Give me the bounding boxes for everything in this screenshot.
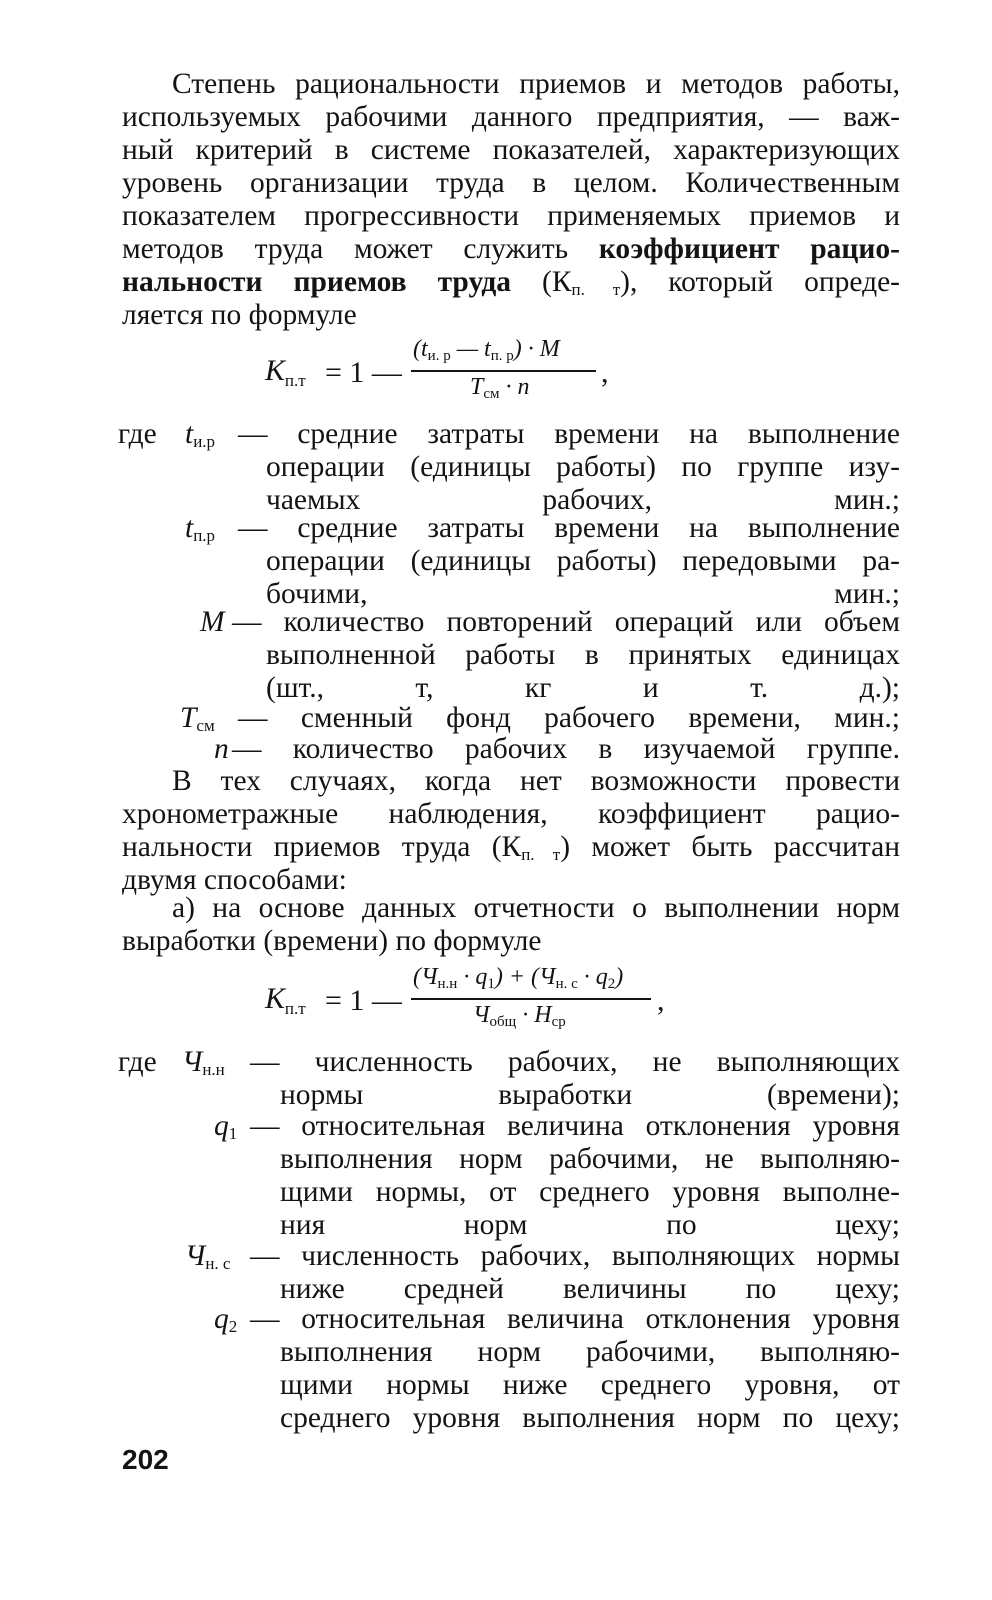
formula-1-lhs: $К_{п.т}$ bbox=[265, 354, 306, 390]
formula-1-fraction-bar bbox=[411, 370, 596, 372]
formula-1 bbox=[265, 334, 625, 404]
def-ch-ns-line-1: — численность рабочих, выполняющих нормы bbox=[250, 1240, 900, 1272]
def-t-sm-line-1: — сменный фонд рабочего времени, мин.; bbox=[238, 702, 900, 734]
def-t-pr-line-2: операции (единицы работы) передовыми ра- bbox=[266, 545, 900, 577]
def-ch-nn-line-1: — численность рабочих, не выполняющих bbox=[250, 1046, 900, 1078]
paragraph-2-line-3: нальности приемов труда (Кп. т) может быть рассчитан bbox=[122, 831, 901, 864]
formula-2-fraction-bar bbox=[411, 998, 651, 1000]
formula-1-denominator: $T_{см} \cdot n$ bbox=[470, 374, 530, 402]
def-q1-line-1: — относительная величина отклонения уровня bbox=[250, 1110, 900, 1142]
def-t-ir-line-3: чаемых рабочих, мин.; bbox=[266, 484, 900, 516]
def-q2-line-3: щими нормы ниже среднего уровня, от bbox=[280, 1369, 900, 1401]
paragraph-1-line-5: показателем прогрессивности применяемых приемов и bbox=[122, 200, 900, 232]
def-symbol-ch-nn: $Ч_{н.н}$ bbox=[182, 1046, 225, 1079]
symbol-k-pt: (Кп. т bbox=[542, 266, 621, 299]
def-symbol-q2: $q_2$ bbox=[214, 1303, 238, 1336]
paragraph-2-line-4: двумя способами: bbox=[122, 864, 347, 896]
formula-2-lhs: $К_{п.т}$ bbox=[265, 982, 306, 1018]
def-q1-line-2: выполнения норм рабочими, не выполняю- bbox=[280, 1143, 900, 1175]
item-a-line-2: выработки (времени) по формуле bbox=[122, 925, 542, 957]
formula-2-numerator: $(Ч_{н.н} \cdot q_1) + (Ч_{н. с} \cdot q_2)$ bbox=[413, 964, 624, 992]
formula-2-one-minus: = 1 — bbox=[325, 984, 402, 1017]
def-t-pr-line-1: — средние затраты времени на выполнение bbox=[238, 512, 900, 544]
item-a-line-1: а) на основе данных отчетности о выполнении норм bbox=[172, 892, 900, 924]
def-symbol-t-sm: $T_{см}$ bbox=[180, 702, 215, 735]
formula-2 bbox=[265, 962, 675, 1034]
def-symbol-m: M bbox=[200, 606, 225, 638]
paragraph-1-line-7: нальности приемов труда (Кп. т), который опреде- bbox=[122, 266, 900, 299]
formula-1-one-minus: = 1 — bbox=[325, 356, 402, 389]
paragraph-1-line-8: ляется по формуле bbox=[122, 299, 357, 331]
page-number: 202 bbox=[122, 1444, 169, 1475]
paragraph-2-line-1: В тех случаях, когда нет возможности провести bbox=[172, 765, 900, 797]
def-t-ir-line-1: — средние затраты времени на выполнение bbox=[238, 418, 900, 450]
term-bold: коэффициент рацио- bbox=[598, 233, 900, 265]
def-ch-ns-line-2: ниже средней величины по цеху; bbox=[280, 1273, 900, 1305]
def-m-line-2: выполненной работы в принятых единицах bbox=[266, 639, 900, 671]
def-t-pr-line-3: бочими, мин.; bbox=[266, 578, 900, 610]
def-symbol-q1: $q_1$ bbox=[214, 1110, 238, 1143]
formula-2-denominator: $Ч_{общ} \cdot Н_{ср}$ bbox=[473, 1002, 566, 1030]
term-bold-cont: нальности приемов труда bbox=[122, 266, 512, 298]
def-symbol-ch-ns: $Ч_{н. с}$ bbox=[185, 1240, 231, 1273]
def-m-line-1: — количество повторений операций или объем bbox=[232, 606, 900, 638]
paragraph-1-line-3: ный критерий в системе показателей, характеризующих bbox=[122, 134, 900, 166]
paragraph-1-line-2: используемых рабочими данного предприятия, — важ- bbox=[122, 101, 900, 133]
paragraph-1-line-4: уровень организации труда в целом. Количественным bbox=[122, 167, 900, 199]
def-q2-line-1: — относительная величина отклонения уровня bbox=[250, 1303, 900, 1335]
where-label-2: где bbox=[118, 1046, 157, 1078]
formula-1-numerator: ($t_{и. р}$ — $t_{п. р}) \cdot M$ bbox=[413, 336, 560, 364]
formula-2-comma: , bbox=[657, 984, 665, 1017]
paragraph-1-line-1: Степень рациональности приемов и методов работы, bbox=[172, 68, 900, 100]
def-q1-line-4: ния норм по цеху; bbox=[280, 1209, 900, 1241]
formula-1-comma: , bbox=[601, 356, 609, 389]
def-symbol-t-ir: $t_{и.р}$ bbox=[185, 418, 216, 451]
where-label-1: где bbox=[118, 418, 157, 450]
def-q1-line-3: щими нормы, от среднего уровня выполне- bbox=[280, 1176, 900, 1208]
def-q2-line-2: выполнения норм рабочими, выполняю- bbox=[280, 1336, 900, 1368]
def-t-ir-line-2: операции (единицы работы) по группе изу- bbox=[266, 451, 900, 483]
def-n-line-1: — количество рабочих в изучаемой группе. bbox=[232, 733, 900, 765]
def-symbol-n: n bbox=[214, 733, 229, 765]
paragraph-1-line-6: методов труда может служить коэффициент рацио- bbox=[122, 233, 900, 265]
def-symbol-t-pr: $t_{п.р}$ bbox=[185, 512, 216, 545]
def-q2-line-4: среднего уровня выполнения норм по цеху; bbox=[280, 1402, 900, 1434]
paragraph-2-line-2: хронометражные наблюдения, коэффициент рацио- bbox=[122, 798, 900, 830]
def-ch-nn-line-2: нормы выработки (времени); bbox=[280, 1079, 900, 1111]
def-m-line-3: (шт., т, кг и т. д.); bbox=[266, 672, 900, 704]
